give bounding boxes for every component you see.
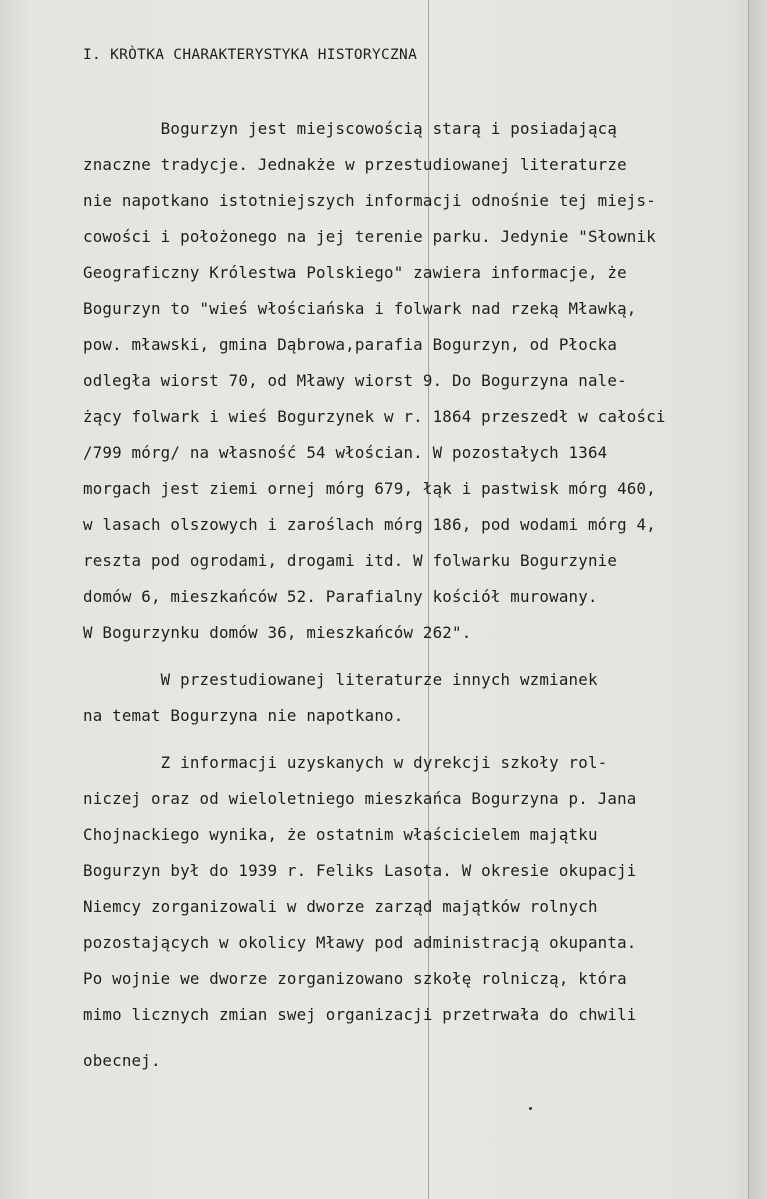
text-line: W przestudiowanej literaturze innych wzmianek [83, 670, 598, 689]
text-line: morgach jest ziemi ornej mórg 679, łąk i pastwisk mórg 460, [83, 479, 656, 498]
text-line: reszta pod ogrodami, drogami itd. W folwarku Bogurzynie [83, 551, 618, 570]
text-line: znaczne tradycje. Jednakże w przestudiowanej literaturze [83, 155, 627, 174]
text-line: Z informacji uzyskanych w dyrekcji szkoły rol- [83, 753, 608, 772]
text-line: Bogurzyn był do 1939 r. Feliks Lasota. W okresie okupacji [83, 861, 637, 880]
text-line: /799 mórg/ na własność 54 włościan. W pozostałych 1364 [83, 443, 608, 462]
text-line: odległa wiorst 70, od Mławy wiorst 9. Do Bogurzyna nale- [83, 371, 627, 390]
text-line: Chojnackiego wynika, że ostatnim właścicielem majątku [83, 825, 598, 844]
text-line: żący folwark i wieś Bogurzynek w r. 1864 przeszedł w całości [83, 407, 666, 426]
text-line: cowości i położonego na jej terenie parku. Jedynie "Słownik [83, 227, 656, 246]
text-line: Bogurzyn to "wieś włościańska i folwark nad rzeką Mławką, [83, 299, 637, 318]
section-heading: I. KRÒTKA CHARAKTERYSTYKA HISTORYCZNA [83, 47, 418, 63]
text-line: pozostających w okolicy Mławy pod administracją okupanta. [83, 933, 637, 952]
ink-speck [529, 1107, 532, 1110]
page-edge [748, 0, 767, 1199]
text-line: nie napotkano istotniejszych informacji odnośnie tej miejs- [83, 191, 656, 210]
text-line: pow. mławski, gmina Dąbrowa,parafia Bogurzyn, od Płocka [83, 335, 618, 354]
text-line: niczej oraz od wieloletniego mieszkańca Bogurzyna p. Jana [83, 789, 637, 808]
text-line: domów 6, mieszkańców 52. Parafialny kościół murowany. [83, 587, 598, 606]
text-line: Po wojnie we dworze zorganizowano szkołę rolniczą, która [83, 969, 627, 988]
text-line: w lasach olszowych i zaroślach mórg 186, pod wodami mórg 4, [83, 515, 656, 534]
text-line: Geograficzny Królestwa Polskiego" zawiera informacje, że [83, 263, 627, 282]
text-line: Niemcy zorganizowali w dworze zarząd majątków rolnych [83, 897, 598, 916]
text-line: Bogurzyn jest miejscowością starą i posiadającą [83, 119, 618, 138]
text-line: obecnej. [83, 1051, 161, 1070]
text-line: W Bogurzynku domów 36, mieszkańców 262". [83, 623, 472, 642]
text-line: na temat Bogurzyna nie napotkano. [83, 706, 404, 725]
text-line: mimo licznych zmian swej organizacji przetrwała do chwili [83, 1005, 637, 1024]
